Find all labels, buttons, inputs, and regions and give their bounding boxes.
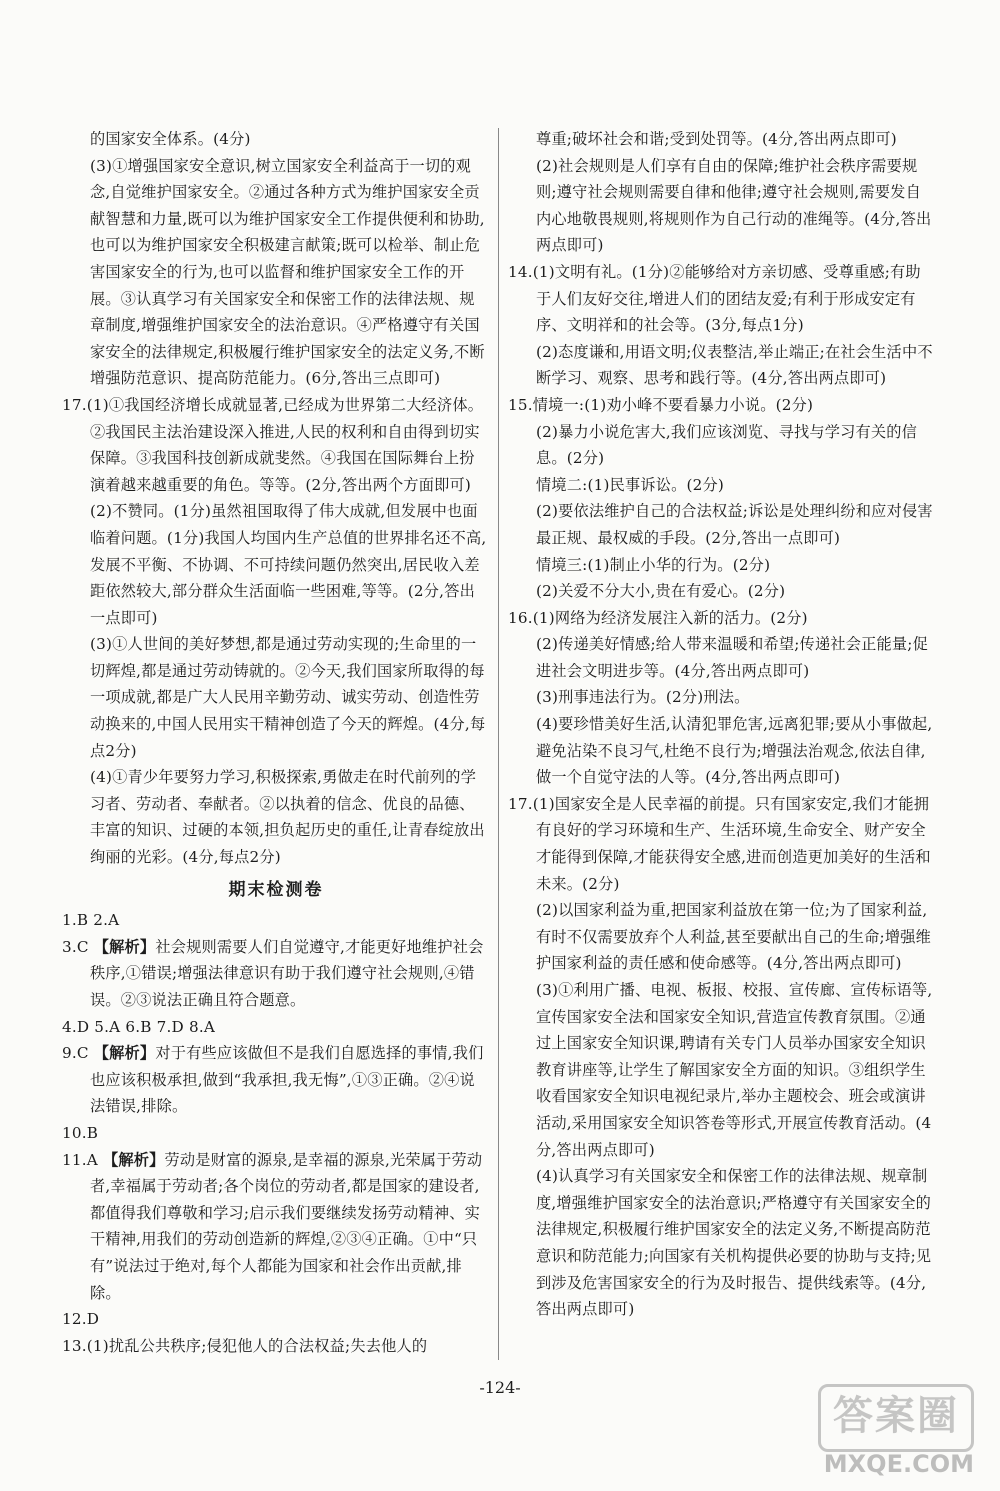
question-14-part-1: 14.(1)文明有礼。(1分)②能够给对方亲切感、受尊重感;有助于人们友好交往,增进人们的团结友爱;有利于形成安定有序、文明祥和的社会等。(3分,每点1分) xyxy=(508,262,921,335)
watermark xyxy=(794,1384,974,1479)
question-16-part-3: (3)刑事违法行为。(2分)刑法。 xyxy=(536,688,750,707)
answer-number: 3.C xyxy=(62,937,94,956)
question-16-part-4: (4)要珍惜美好生活,认清犯罪危害,远离犯罪;要从小事做起,避免沾染不良习气,杜绝不良行为;增强法治观念,依法自律,做一个自觉守法的人等。(4分,答出两点即可) xyxy=(536,715,933,787)
right-column xyxy=(508,126,936,1323)
question-17-part-3: (3)①人世间的美好梦想,都是通过劳动实现的;生命里的一切辉煌,都是通过劳动铸就的。②今天,我们国家所取得的每一项成就,都是广大人民用辛勤劳动、诚实劳动、创造性劳动换来的,中国人民用实干精神创造了今天的辉煌。(4分,每点2分) xyxy=(90,635,486,760)
answer-3 xyxy=(62,934,490,1014)
analysis-tag: 【解析】 xyxy=(102,1150,165,1169)
answer-number: 9.C xyxy=(62,1044,94,1063)
left-column xyxy=(62,126,490,1359)
question-16-part-1: 16.(1)网络为经济发展注入新的活力。(2分) xyxy=(508,608,808,627)
question-17-part-2: (2)不赞同。(1分)虽然祖国取得了伟大成就,但发展中也面临着问题。(1分)我国人均国内生产总值的世界排名还不高,发展不平衡、不协调、不可持续问题仍然突出,居民收入差距依然较大,部分群众生活面临一些困难,等等。(2分,答出一点即可) xyxy=(90,502,487,627)
page-number: -124- xyxy=(479,1378,521,1397)
watermark-logo: 答案圈 xyxy=(818,1384,974,1452)
answer-13: 13.(1)扰乱公共秩序;侵犯他人的合法权益;失去他人的 xyxy=(62,1336,428,1355)
answer-4-8: 4.D 5.A 6.B 7.D 8.A xyxy=(62,1017,216,1036)
analysis-tag: 【解析】 xyxy=(93,1044,156,1063)
answer-text: (2)社会规则是人们享有自由的保障;维护社会秩序需要规则;遵守社会规则需要自律和他律;遵守社会规则,需要发自内心地敬畏规则,将规则作为自己行动的准绳等。(4分,答出两点即可) xyxy=(536,156,932,255)
question-17-part-4: (4)认真学习有关国家安全和保密工作的法律法规、规章制度,增强维护国家安全的法治意识;严格遵守有关国家安全的法律规定,积极履行维护国家安全的法定义务,不断提高防范意识和防范能力;向国家有关机构提供必要的协助与支持;见到涉及危害国家安全的行为及时报告、提供线索等。(4分,答出两点即可) xyxy=(536,1167,932,1319)
answer-text: 尊重;破坏社会和谐;受到处罚等。(4分,答出两点即可) xyxy=(536,130,897,148)
question-14-part-2: (2)态度谦和,用语文明;仪表整洁,举止端正;在社会生活中不断学习、观察、思考和践行等。(4分,答出两点即可) xyxy=(536,342,933,388)
question-15-scene-2: 情境二:(1)民事诉讼。(2分) xyxy=(536,475,725,494)
question-15-scene-1: 15.情境一:(1)劝小峰不要看暴力小说。(2分) xyxy=(508,395,814,414)
answer-number: 11.A xyxy=(62,1150,103,1169)
column-divider xyxy=(498,128,499,1360)
answer-text: (3)①增强国家安全意识,树立国家安全利益高于一切的观念,自觉维护国家安全。②通过各种方式为维护国家安全贡献智慧和力量,既可以为维护国家安全工作提供便利和协助,也可以为维护国家安全积极建言献策;既可以检举、制止危害国家安全的行为,也可以监督和维护国家安全工作的开展。③认真学习有关国家安全和保密工作的法律法规、规章制度,增强维护国家安全的法治意识。④严格遵守有关国家安全的法律规定,积极履行维护国家安全的法定义务,不断增强防范意识、提高防范能力。(6分,答出三点即可) xyxy=(90,156,485,388)
question-17-part-1: 17.(1)①我国经济增长成就显著,已经成为世界第二大经济体。②我国民主法治建设深入推进,人民的权利和自由得到切实保障。③我国科技创新成就斐然。④我国在国际舞台上扮演着越来越重要的角色。等等。(2分,答出两个方面即可) xyxy=(62,395,484,494)
analysis-text: 劳动是财富的源泉,是幸福的源泉,光荣属于劳动者,幸福属于劳动者;各个岗位的劳动者,都是国家的建设者,都值得我们尊敬和学习;启示我们要继续发扬劳动精神、实干精神,用我们的劳动创造新的辉煌,②③④正确。①中“只有”说法过于绝对,每个人都能为国家和社会作出贡献,排除。 xyxy=(90,1150,483,1302)
question-17-part-1: 17.(1)国家安全是人民幸福的前提。只有国家安定,我们才能拥有良好的学习环境和生产、生活环境,生命安全、财产安全才能得到保障,才能获得安全感,进而创造更加美好的生活和未来。(2分) xyxy=(508,794,931,893)
question-17-part-4: (4)①青少年要努力学习,积极探索,勇做走在时代前列的学习者、劳动者、奉献者。②以执着的信念、优良的品德、丰富的知识、过硬的本领,担负起历史的重任,让青春绽放出绚丽的光彩。(4分,每点2分) xyxy=(90,768,485,867)
answer-text: 的国家安全体系。(4分) xyxy=(90,130,251,148)
answer-1-2: 1.B 2.A xyxy=(62,911,120,930)
question-15-scene-1-b: (2)暴力小说危害大,我们应该浏览、寻找与学习有关的信息。(2分) xyxy=(536,422,918,468)
question-15-scene-3: 情境三:(1)制止小华的行为。(2分) xyxy=(536,555,771,574)
question-17-part-3: (3)①利用广播、电视、板报、校报、宣传廊、宣传标语等,宣传国家安全法和国家安全知识,营造宣传教育氛围。②通过上国家安全知识课,聘请有关专门人员举办国家安全知识教育讲座等,让学生了解国家安全方面的知识。③组织学生收看国家安全知识电视纪录片,举办主题校会、班会或演讲活动,采用国家安全知识答卷等形式,开展宣传教育活动。(4分,答出两点即可) xyxy=(536,981,933,1159)
watermark-url: MXQE.COM xyxy=(823,1450,974,1478)
answer-11 xyxy=(62,1147,490,1307)
analysis-tag: 【解析】 xyxy=(93,937,156,956)
answer-9 xyxy=(62,1040,490,1120)
question-17-part-2: (2)以国家利益为重,把国家利益放在第一位;为了国家利益,有时不仅需要放弃个人利益,甚至要献出自己的生命;增强维护国家利益的责任感和使命感等。(4分,答出两点即可) xyxy=(536,901,932,973)
answer-10: 10.B xyxy=(62,1123,99,1142)
question-15-scene-2-b: (2)要依法维护自己的合法权益;诉讼是处理纠纷和应对侵害最正规、最权威的手段。(2分,答出一点即可) xyxy=(536,502,933,547)
answer-12: 12.D xyxy=(62,1310,100,1329)
analysis-text: 社会规则需要人们自觉遵守,才能更好地维护社会秩序,①错误;增强法律意识有助于我们遵守社会规则,④错误。②③说法正确且符合题意。 xyxy=(90,937,484,1009)
analysis-text: 对于有些应该做但不是我们自愿选择的事情,我们也应该积极承担,做到“我承担,我无悔”,①③正确。②④说法错误,排除。 xyxy=(90,1044,484,1116)
question-16-part-2: (2)传递美好情感;给人带来温暖和希望;传递社会正能量;促进社会文明进步等。(4分,答出两点即可) xyxy=(536,635,928,680)
question-15-scene-3-b: (2)关爱不分大小,贵在有爱心。(2分) xyxy=(536,582,786,601)
section-title: 期末检测卷 xyxy=(228,879,324,900)
